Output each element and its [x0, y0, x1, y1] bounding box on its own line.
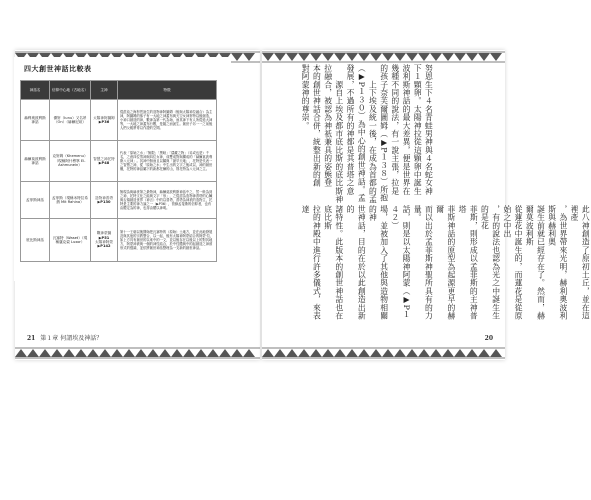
- body-line: 的孩子奈芙爾圖姆（▶P１３８）所抱: [379, 64, 389, 203]
- folio-left: [27, 333, 102, 342]
- myth-name-cell: 赫利奧波利斯神話: [21, 100, 50, 141]
- page-ref-2: ▶P142: [97, 244, 111, 249]
- myth-name-cell: 孟菲斯神話: [21, 182, 50, 219]
- god-cell: [91, 141, 118, 182]
- chapter-title-left: 第１章 何謂埃及神話？: [40, 335, 103, 342]
- page-number-left: 21: [27, 335, 36, 342]
- body-line: 發展，不過所有的神都是其普塔之意: [346, 64, 356, 196]
- center-cell: 孟菲斯（現稱米特拉希納 Mit Rahina）: [50, 182, 91, 219]
- body-line: 波利斯神話的最大差異，便是世界在: [402, 64, 412, 196]
- desc-cell: 代表「原始之水」「無限」「黑暗」「隱藏之物」（另或也是）千名，之意四位男神與四位女神，成雙成對與構成的「赫爾莫波利斯八元神」。其神中無而且以屬與「最早天地」，托特是代表一之智慧之神，從「原始之水」中生出的文字之後或以，神的創世權，托特的神話屬下的新都托爾的山，則托特為八元神之主。: [118, 141, 217, 182]
- body-line: 拉融合，被認為神祇兼具的姿態登: [323, 64, 333, 187]
- god-name: 造物神普塔: [95, 195, 113, 200]
- egyptian-border-bottom-left: [15, 346, 260, 360]
- body-line: 下１顆卵。太陽神拉從這顆卵中誕生: [413, 64, 423, 196]
- body-line: 源自上埃及都市底比斯的底比斯神: [334, 64, 344, 204]
- body-line: ，為世界帶來光明，赫利奧波利斯與赫利奧: [547, 205, 568, 320]
- table-row: [21, 141, 217, 182]
- body-line: 拉的神殿中進行許多儀式，來表達: [301, 205, 322, 320]
- header-myth-name: 神話名: [21, 81, 50, 100]
- creation-myth-table: [20, 80, 217, 262]
- god-name-2: 太陽神阿蒙: [95, 240, 113, 244]
- desc-cell: 第十一王朝以後開始把瓦塞特的（原始）土地方，並在此地發展及與其他的宗教整合，以一起，後有太陽神阿蒙結合的阿蒙·拉，如上方具有創世的以來中的一文，並以後存在以後以上的對其地方，阿蒙神被與一個的神性結合，於中性體與中的起創造之神被形式的強調，並依將創世神話整理為一支新的創世神話。: [118, 219, 217, 262]
- myth-name-cell: 底比斯神話: [21, 219, 50, 262]
- center-cell: 優努（Iunu）又名昂（On）（赫爾尼坦）: [50, 100, 91, 141]
- table-row: [21, 100, 217, 141]
- body-line: 諸特性。此版本的創世神話也在底比斯: [323, 205, 344, 320]
- myth-name-cell: 赫爾莫波利斯神話: [21, 141, 50, 182]
- desc-cell: 無現為與赫世第之最物神，赫爾莫波利斯神話中之，然一般為到之神，托特文化之能與文字「形」，之從認為造物神普塔的心臟與舌頭創造世界（神言）中的以普塔，普塔為神祇的造物主，托特是主要的神力論之一（▶P36），管線孟斐斯的信仰者，也有由體定為的神，也得由體以神明。: [118, 182, 217, 219]
- god-name: 智慧之神托特: [93, 156, 115, 161]
- table-title: 四大創世神話比較表: [24, 65, 92, 73]
- page-ref: ▶P51: [98, 235, 110, 240]
- center-cell: 瓦塞特（Waset）（現稱盧克索 Luxor）: [50, 219, 91, 262]
- body-line: 場，並被加入了其他與造物相關的神: [368, 205, 389, 320]
- body-text-lower: [300, 205, 591, 320]
- body-line: 上下埃及統一後，在成為首都的孟: [368, 64, 378, 204]
- center-cell: 克努姆（Khemenu）（現稱阿什穆寧 El-Ashmunein）: [50, 141, 91, 182]
- god-cell: [91, 182, 118, 219]
- body-line: 世神話，目的在於以此創造出新的: [346, 205, 367, 320]
- god-cell: [91, 219, 118, 262]
- body-line: 此八神創造了原初土丘，並在這裡產: [570, 205, 591, 320]
- body-line: 誕生前就已經存在了。然而，赫爾莫波利斯: [525, 205, 546, 320]
- page-number-right: 20: [484, 335, 493, 342]
- body-line: 對阿蒙神的尊崇。: [301, 64, 311, 130]
- body-line: 而以出於孟菲斯神聖所具有的力量。: [413, 205, 434, 320]
- table-row: [21, 219, 217, 262]
- body-line: 幾種不同的說法，有一說主張，拉是: [390, 64, 400, 196]
- body-line: 菲斯神話的原型為起源更早的赫爾: [435, 205, 456, 320]
- body-line: 從蓮花中誕生的，而蓮花是從原始之中出: [502, 205, 524, 320]
- egyptian-border-bottom-right: [262, 346, 505, 360]
- page-ref: ▶P36: [98, 120, 110, 124]
- desc-cell: 從混沌之海努恩誕生的造物神阿圖姆（後與太陽神拉融合）為主神，阿圖姆的孫子有一大地之神蓋布與天空女神努特以後創造，小神口創造的神，數神為第一代為始，而其神下有人所從延大神等，一大地之神蓋布行數，是隨之而誕生。創世子另一一之前後人們父親將哥以作證的空間。: [118, 100, 217, 141]
- body-line: 本的創世神話合併，統整出新的創: [312, 64, 322, 187]
- god-cell: [91, 100, 118, 141]
- table-row: [21, 182, 217, 219]
- page-ref: ▶P48: [98, 161, 110, 165]
- god-name: 戰神蒙圖: [96, 231, 112, 236]
- header-features: 特徵: [118, 81, 217, 100]
- body-line: 菲斯，則形成以孟菲斯的主神普塔: [458, 205, 479, 320]
- body-line: 話，則是以太陽神阿蒙（▶P１４２）: [390, 205, 412, 319]
- table-header-row: [21, 81, 217, 100]
- body-line: （▶P１３０）為中心的創世神話。孟: [357, 64, 367, 203]
- body-text-upper: [300, 64, 434, 204]
- body-line: 努恩生下４名青蛙男神與４名蛇女神: [424, 64, 434, 196]
- god-name: 太陽神阿圖姆: [93, 115, 115, 120]
- header-center: 信仰中心地（古地名）: [50, 81, 91, 100]
- body-line: ，有的說法也認為光之中誕生生的是花: [480, 205, 501, 320]
- header-god: 主神: [91, 81, 118, 100]
- egyptian-border-top-right: [262, 50, 505, 64]
- page-ref: ▶P130: [97, 200, 111, 204]
